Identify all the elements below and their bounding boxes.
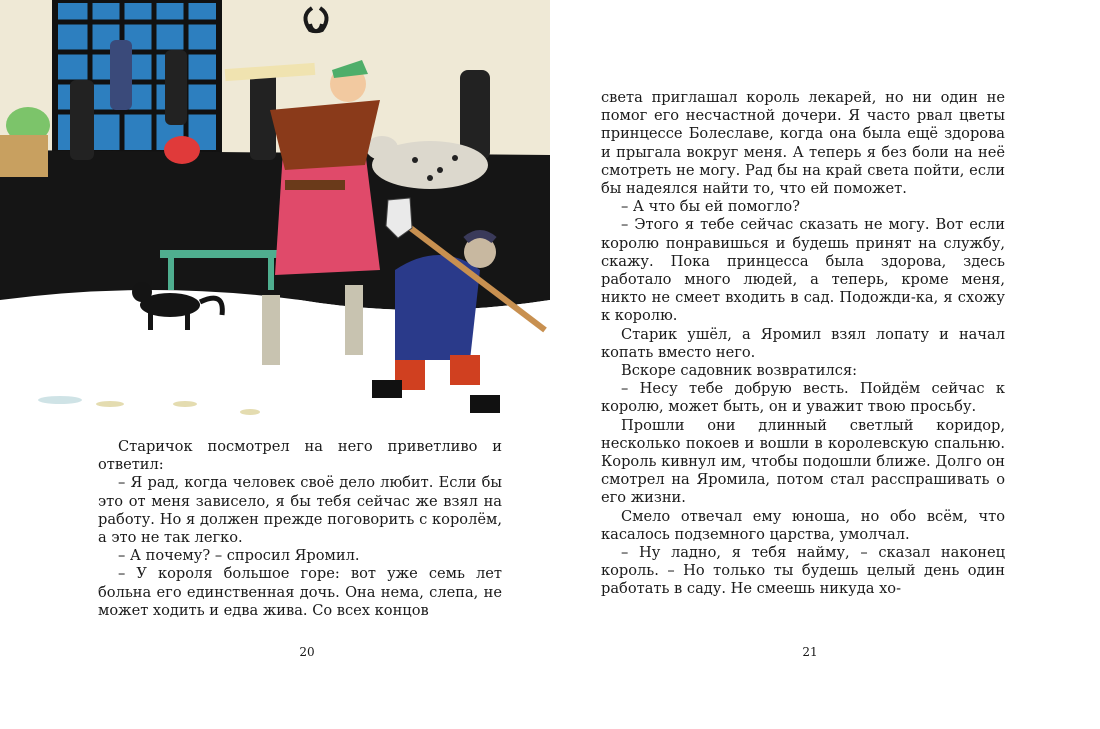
- paragraph: – Я рад, когда человек своё дело любит. Если бы это от меня зависело, я бы тебя сейчас же взял на работу. Но я должен прежде поговорить с королём, а это не так легко.: [98, 474, 502, 547]
- illustration: [0, 0, 550, 430]
- paragraph: – Этого я тебе сейчас сказать не могу. Вот если королю понравишься и будешь принят на службу, скажу. Пока принцесса была здорова, здесь работало много людей, а теперь, кроме меня, никто не смеет входить в сад. Подожди-ка, я схожу к королю.: [601, 216, 1005, 325]
- paragraph: Старик ушёл, а Яромил взял лопату и начал копать вместо него.: [601, 325, 1005, 361]
- paragraph: света приглашал король лекарей, но ни один не помог его несчастной дочери. Я часто рвал цветы принцессе Болеславе, когда она была ещё здорова и прыгала вокруг меня. А теперь я без боли на неё смотреть не могу. Рад бы на край света пойти, если бы надеялся найти то, что ей поможет.: [601, 89, 1005, 198]
- page-number: 20: [299, 645, 315, 659]
- paragraph: – Ну ладно, я тебя найму, – сказал наконец король. – Но только ты будешь целый день один работать в саду. Не смеешь никуда хо-: [601, 544, 1005, 598]
- right-page-text: [601, 89, 1005, 599]
- paragraph: Вскоре садовник возвратился:: [621, 362, 858, 380]
- left-page-text: [98, 438, 502, 620]
- paragraph: Прошли они длинный светлый коридор, несколько покоев и вошли в королевскую спальню. Король кивнул им, чтобы подошли ближе. Долго он смотрел на Яромила, потом стал расспрашивать о его жизни.: [601, 416, 1005, 507]
- page-number: 21: [802, 645, 818, 659]
- paragraph: – Несу тебе добрую весть. Пойдём сейчас к королю, может быть, он и уважит твою просьбу.: [601, 380, 1005, 416]
- paragraph: – У короля большое горе: вот уже семь лет больна его единственная дочь. Она нема, слепа, не может ходить и едва жива. Со всех концов: [98, 565, 502, 619]
- paragraph: Старичок посмотрел на него приветливо и ответил:: [98, 438, 502, 474]
- paragraph: – А почему? – спросил Яромил.: [118, 547, 360, 565]
- paragraph: Смело отвечал ему юноша, но обо всём, что касалось подземного царства, умолчал.: [601, 507, 1005, 543]
- paragraph: – А что бы ей помогло?: [621, 198, 800, 216]
